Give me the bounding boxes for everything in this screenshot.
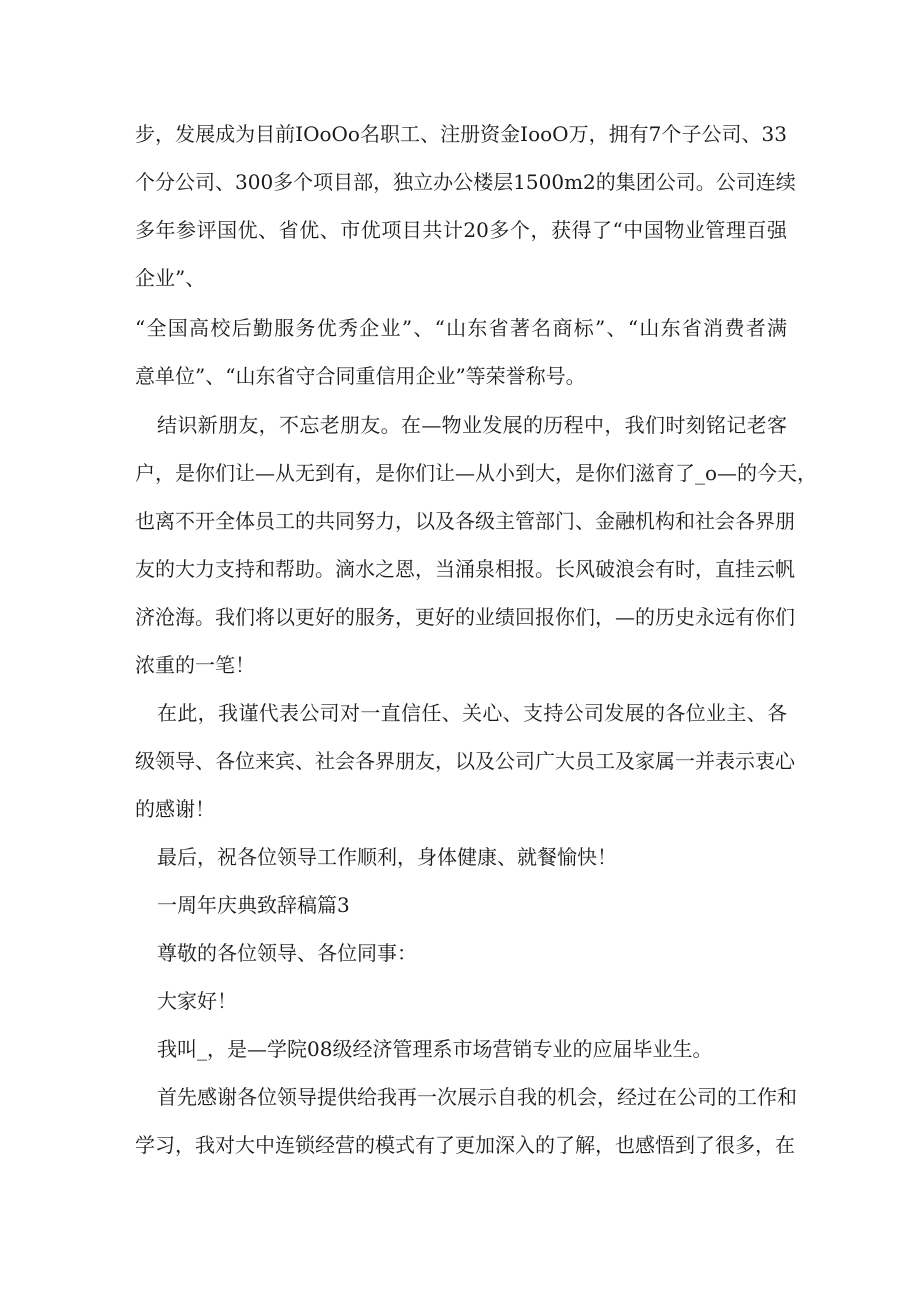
text-line: 意单位”、“山东省守合同重信用企业”等荣誉称号。 (135, 364, 586, 388)
paragraph-line: 最后，祝各位领导工作顺利，身体健康、就餐愉快！ (157, 845, 617, 869)
text-line: 级领导、各位来宾、社会各界朋友，以及公司广大员工及家属一并表示衷心 (135, 749, 795, 773)
text-line: 多年参评国优、省优、市优项目共计20多个，获得了“中国物业管理百强 (135, 218, 787, 242)
paragraph-first-line: 首先感谢各位领导提供给我再一次展示自我的机会，经过在公司的工作和 (157, 1085, 797, 1109)
text-line: 的感谢！ (135, 797, 215, 821)
section-heading: 一周年庆典致辞稿篇3 (157, 893, 350, 917)
text-line: 也离不开全体员工的共同努力，以及各级主管部门、金融机构和社会各界朋 (135, 509, 795, 533)
text-line: 浓重的一笔！ (135, 653, 255, 677)
text-line: 企业”、 (135, 266, 206, 290)
text-line: 济沧海。我们将以更好的服务，更好的业绩回报你们，—的历史永远有你们 (135, 605, 795, 629)
text-line: “全国高校后勤服务优秀企业”、“山东省著名商标”、“山东省消费者满 (135, 316, 787, 340)
salutation: 尊敬的各位领导、各位同事： (157, 941, 417, 965)
paragraph-first-line: 结识新朋友，不忘老朋友。在—物业发展的历程中，我们时刻铭记老客 (157, 413, 787, 437)
text-line: 户，是你们让—从无到有，是你们让—从小到大，是你们滋育了_o—的今天， (135, 461, 818, 485)
text-line: 个分公司、300多个项目部，独立办公楼层1500m2的集团公司。公司连续 (135, 170, 796, 194)
text-line: 学习，我对大中连锁经营的模式有了更加深入的了解，也感悟到了很多，在 (135, 1133, 795, 1157)
greeting: 大家好！ (157, 989, 237, 1013)
paragraph-first-line: 在此，我谨代表公司对一直信任、关心、支持公司发展的各位业主、各 (157, 701, 787, 725)
text-line: 步，发展成为目前IOoOo名职工、注册资金IooO万，拥有7个子公司、33 (135, 122, 787, 146)
text-line: 友的大力支持和帮助。滴水之恩，当涌泉相报。长风破浪会有时，直挂云帆 (135, 557, 795, 581)
paragraph-line: 我叫_，是—学院08级经济管理系市场营销专业的应届毕业生。 (157, 1037, 713, 1061)
